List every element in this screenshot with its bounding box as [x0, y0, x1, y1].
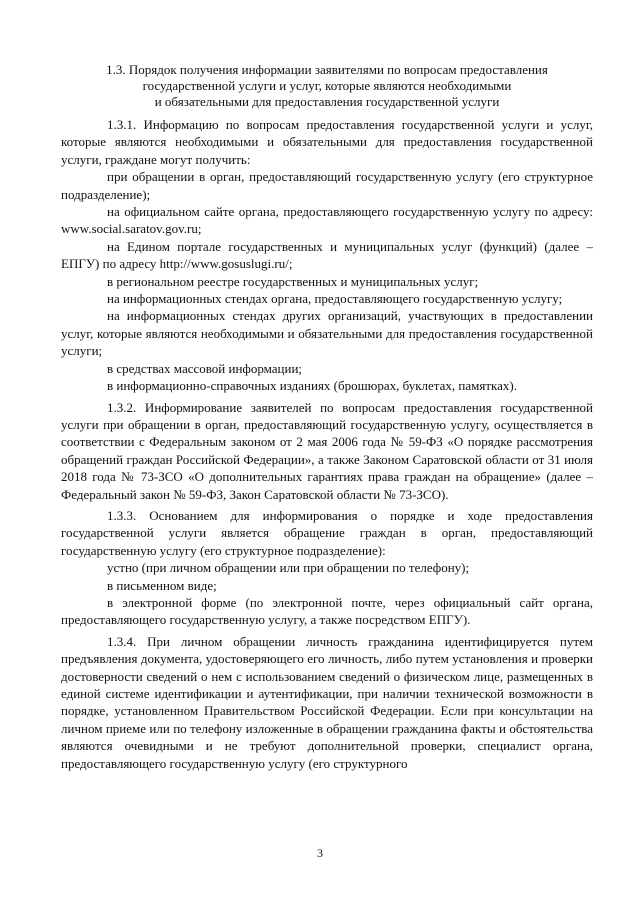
section-title	[61, 62, 593, 110]
page-number: 3	[317, 846, 323, 860]
list-item-registry: в региональном реестре государственных и муниципальных услуг;	[107, 273, 479, 289]
document-page	[61, 62, 593, 772]
list-item-written: в письменном виде;	[107, 577, 217, 593]
list-item-office: при обращении в орган, предоставляющий государственную услугу (его структурное подразделение);	[61, 169, 593, 202]
list-item-publications: в информационно-справочных изданиях (брошюрах, буклетах, памятках).	[107, 378, 517, 394]
list-item-electronic: в электронной форме (по электронной почте, через официальный сайт органа, предоставляющего государственную услугу, а также посредством ЕПГУ).	[61, 594, 593, 628]
paragraph-1-3-4: 1.3.4. При личном обращении личность гражданина идентифицируется путем предъявления документа, удостоверяющего его личность, либо путем установления и проверки достоверности сведений о нем с использованием сведений о физическом лице, размещенных в единой системе идентификации и аутентификации, при наличии технической возможности в порядке, установленном Правительством Российской Федерации. Если при консультации на личном приеме или по телефону изложенные в обращении гражданина факты и обстоятельства являются очевидными и не требуют дополнительной проверки, специалист органа, предоставляющего государственную услугу (его структурного	[61, 633, 593, 771]
paragraph-1-3-3: 1.3.3. Основанием для информирования о порядке и ходе предоставления государственной услуги является обращение граждан в орган, предоставляющий государственную услугу (его структурное подразделение):	[61, 507, 593, 558]
list-item-other-stands: на информационных стендах других организаций, участвующих в предоставлении услуг, которые являются необходимыми и обязательными для предоставления государственной услуги;	[61, 308, 593, 359]
paragraph-1-3-1: 1.3.1. Информацию по вопросам предоставления государственной услуги и услуг, которые являются необходимыми и обязательными для предоставления государственной услуги, граждане могут получить:	[61, 117, 593, 167]
list-item-media: в средствах массовой информации;	[107, 360, 303, 376]
list-item-website: на официальном сайте органа, предоставляющего государственную услугу по адресу: www.social.saratov.gov.ru;	[61, 204, 593, 237]
paragraph-1-3-2: 1.3.2. Информирование заявителей по вопросам предоставления государственной услуги при обращении в орган, предоставляющий государственную услугу, осуществляется в соответствии с Федеральным законом от 2 мая 2006 года № 59-ФЗ «О порядке рассмотрения обращений граждан Российской Федерации», а также Законом Саратовской области от 31 июля 2018 года № 73-ЗСО «О дополнительных гарантиях права граждан на обращение» (далее – Федеральный закон № 59-ФЗ, Закон Саратовской области № 73-ЗСО).	[61, 399, 593, 502]
list-item-office-stands: на информационных стендах органа, предоставляющего государственную услугу;	[107, 291, 563, 307]
list-item-epgu: на Едином портале государственных и муниципальных услуг (функций) (далее – ЕПГУ) по адресу http://www.gosuslugi.ru/;	[61, 238, 593, 272]
section-title-line: 1.3. Порядок получения информации заявителями по вопросам предоставления	[106, 62, 548, 77]
section-title-line: государственной услуги и услуг, которые являются необходимыми	[142, 78, 512, 93]
list-item-oral: устно (при личном обращении или при обращении по телефону);	[107, 560, 470, 576]
section-title-line: и обязательными для предоставления государственной услуги	[154, 94, 500, 109]
